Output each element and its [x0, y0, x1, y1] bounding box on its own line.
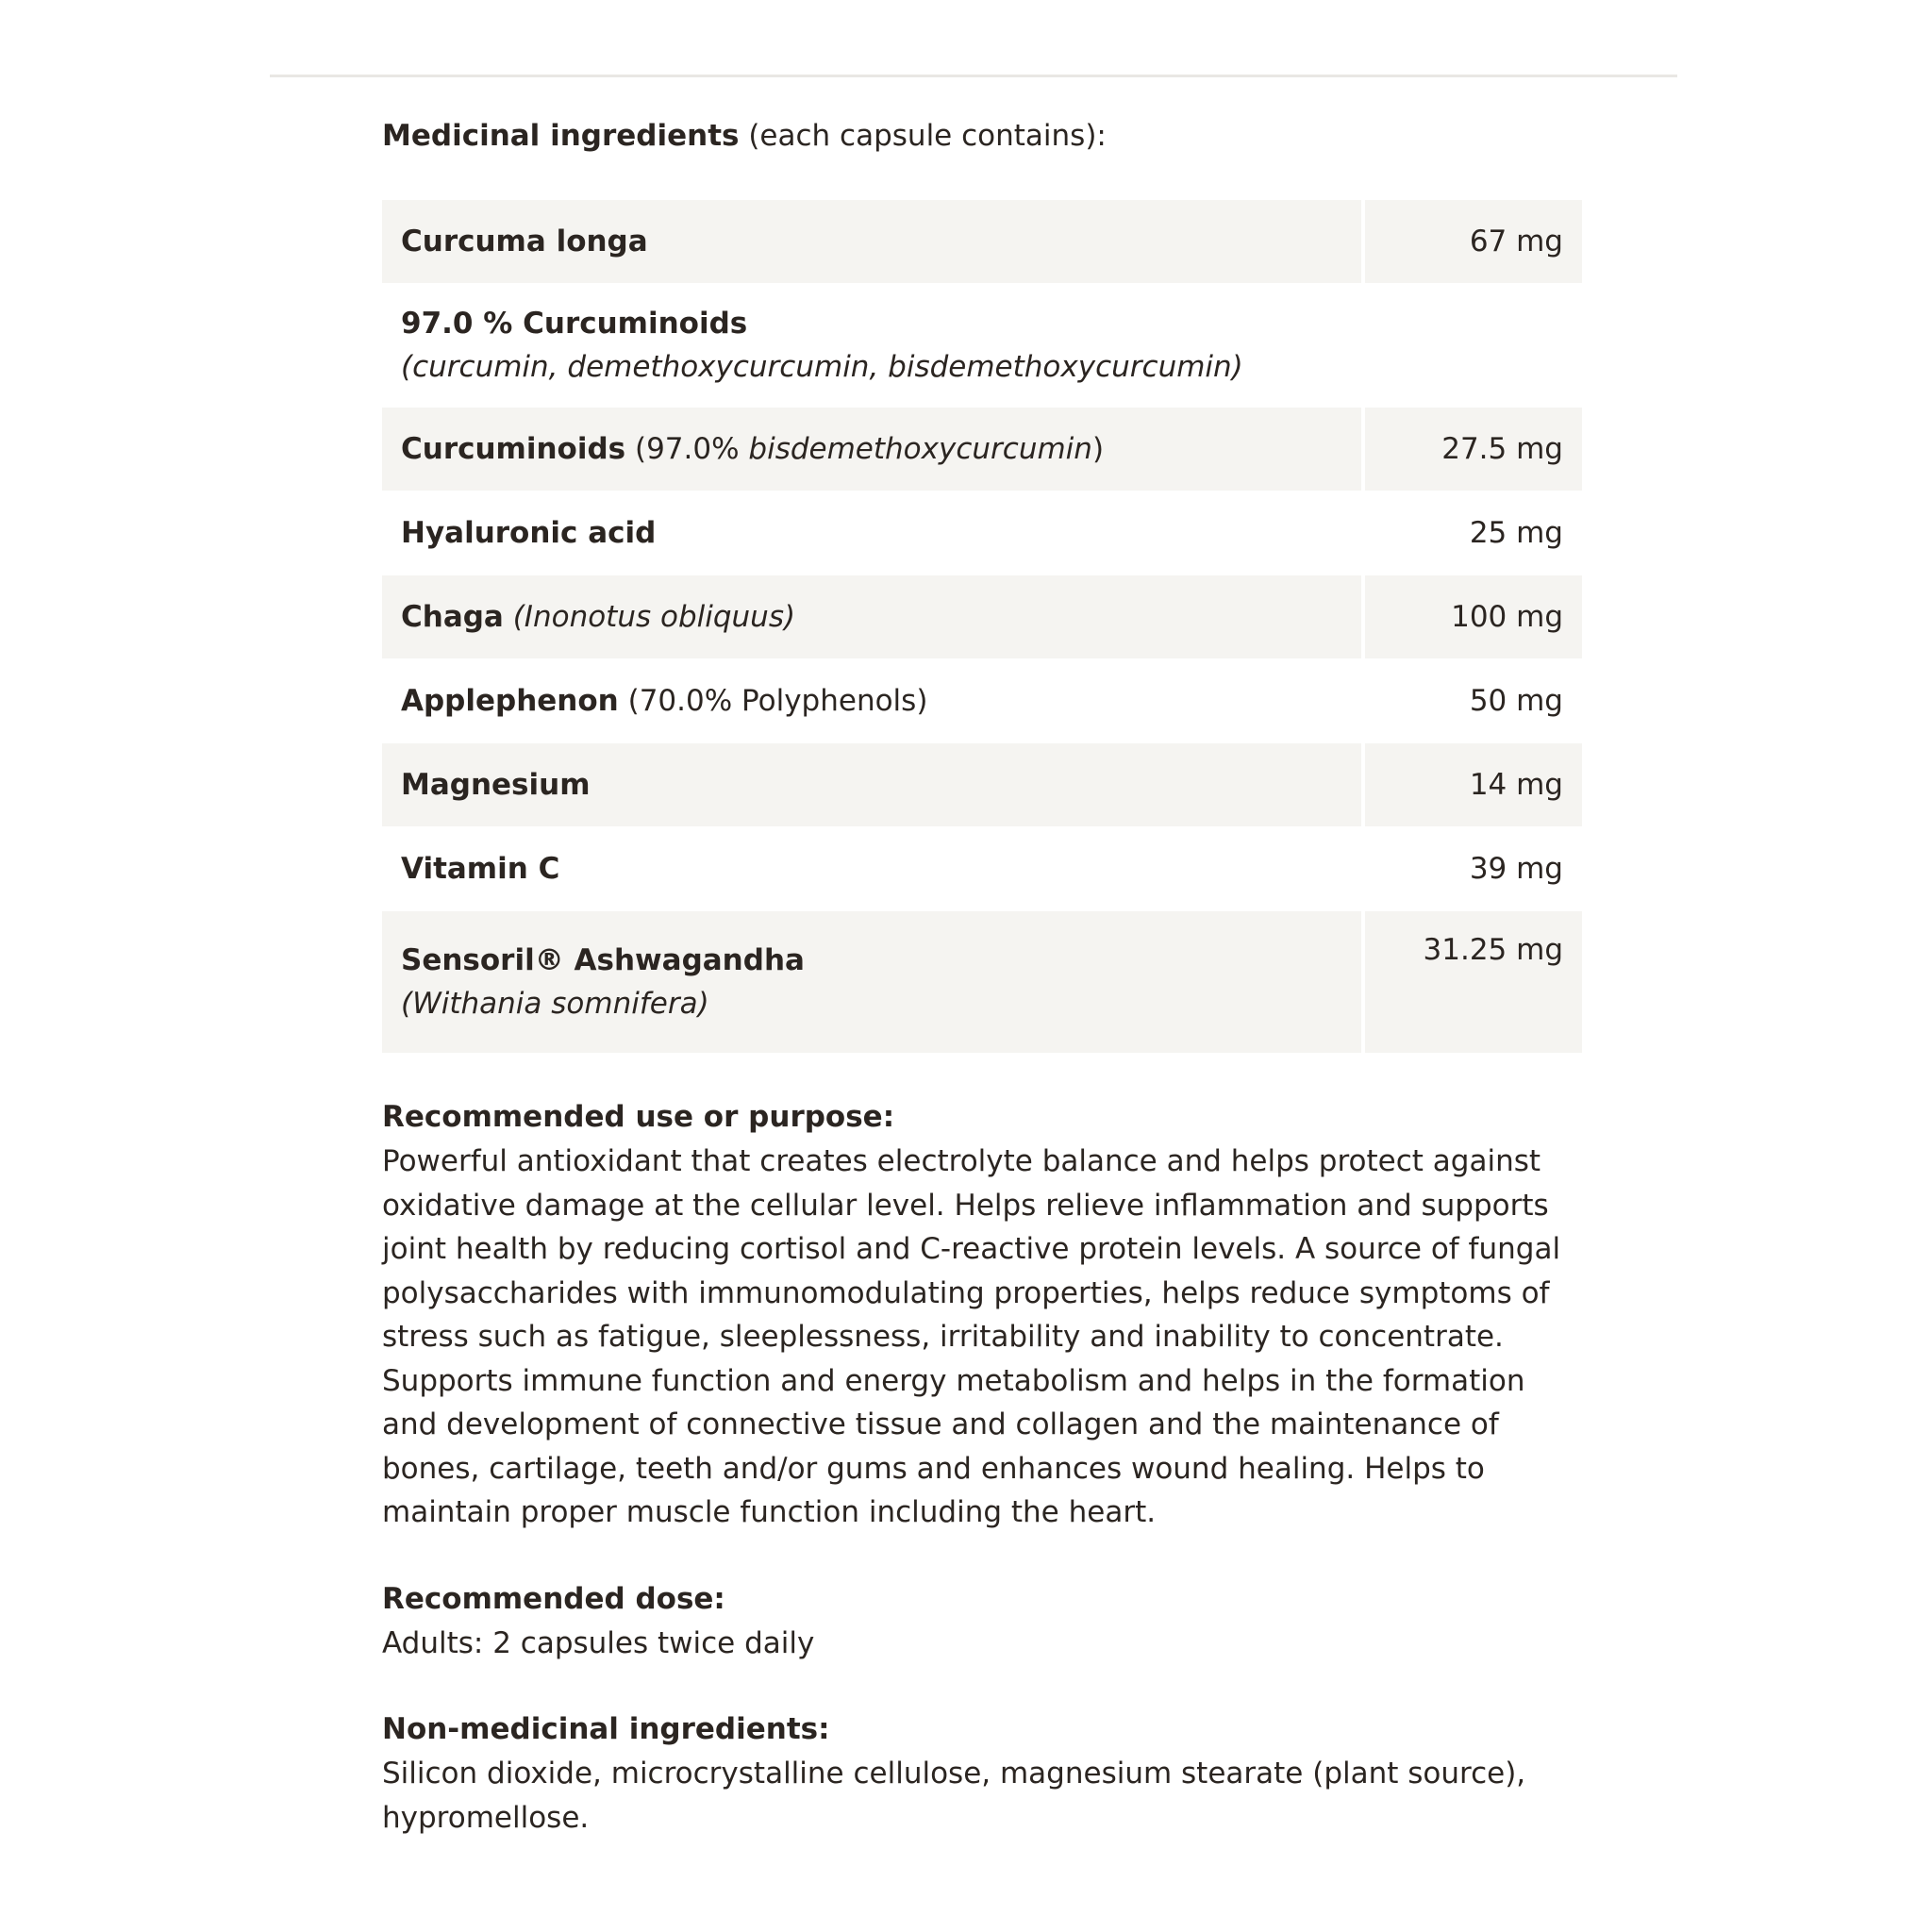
ingredient-amount: 50 mg	[1469, 684, 1563, 718]
table-row	[382, 826, 1582, 911]
ingredient-amount: 67 mg	[1365, 200, 1582, 283]
ingredient-name-cell	[382, 743, 1365, 826]
ingredient-name-cell	[382, 658, 1365, 743]
medicinal-ingredients-heading	[382, 113, 1582, 158]
non-medicinal-section	[382, 1707, 1582, 1840]
table-row	[382, 575, 1582, 658]
table-row	[382, 491, 1582, 575]
non-medicinal-body: Silicon dioxide, microcrystalline cellulose, magnesium stearate (plant source), hypromellose.	[382, 1757, 1526, 1835]
recommended-use-body: Powerful antioxidant that creates electrolyte balance and helps protect against oxidative damage at the cellular level. Helps relieve inflammation and supports joint health by reducing cortisol and C-reactive protein levels. A source of fungal polysaccharides with immunomodulating properties, helps reduce symptoms of stress such as fatigue, sleeplessness, irritability and inability to concentrate. Supports immune function and energy metabolism and helps in the formation and development of connective tissue and collagen and the maintenance of bones, cartilage, teeth and/or gums and enhances wound healing. Helps to maintain proper muscle function including the heart.	[382, 1144, 1561, 1529]
ingredient-amount: 39 mg	[1469, 852, 1563, 886]
ingredients-table	[382, 200, 1582, 1053]
ingredient-name-cell	[382, 408, 1365, 491]
table-row	[382, 911, 1582, 1053]
ingredient-name-cell	[382, 283, 1365, 408]
recommended-use-section	[382, 1094, 1582, 1535]
ingredient-name: Vitamin C	[401, 852, 560, 886]
ingredient-note: (97.0%	[625, 432, 749, 466]
ingredient-name: Applephenon	[401, 684, 619, 718]
recommended-dose-section	[382, 1576, 1582, 1666]
ingredient-name: Hyaluronic acid	[401, 516, 657, 550]
ingredient-name-cell	[382, 826, 1365, 911]
ingredient-note-end: )	[1091, 432, 1105, 466]
ingredient-name: Sensoril® Ashwagandha	[401, 943, 805, 977]
ingredient-amount: 25 mg	[1469, 516, 1563, 550]
table-row	[382, 658, 1582, 743]
ingredient-amount: 27.5 mg	[1365, 408, 1582, 491]
ingredient-name: Curcuma longa	[401, 225, 648, 258]
ingredient-name: 97.0 % Curcuminoids	[401, 307, 748, 341]
ingredient-name-cell	[382, 200, 1365, 283]
ingredient-name-cell	[382, 491, 1365, 575]
ingredient-amount	[1365, 283, 1582, 408]
table-row	[382, 200, 1582, 283]
ingredient-amount: 31.25 mg	[1365, 911, 1582, 1053]
non-medicinal-title: Non-medicinal ingredients:	[382, 1712, 830, 1746]
ingredient-name-cell	[382, 911, 1365, 1053]
ingredient-note: (70.0% Polyphenols)	[618, 684, 928, 718]
table-row	[382, 283, 1582, 408]
recommended-dose-title: Recommended dose:	[382, 1581, 725, 1616]
intro-rest: (each capsule contains):	[739, 119, 1107, 153]
ingredient-subtext: (Withania somnifera)	[401, 987, 709, 1021]
ingredient-subtext: (curcumin, demethoxycurcumin, bisdemethoxycurcumin)	[401, 350, 1243, 384]
ingredient-name: Curcuminoids	[401, 432, 626, 466]
ingredient-amount: 14 mg	[1365, 743, 1582, 826]
product-details	[382, 113, 1582, 1881]
ingredient-name: Chaga	[401, 600, 504, 634]
ingredient-note-italic: (Inonotus obliquus)	[503, 600, 796, 634]
top-divider	[270, 75, 1677, 77]
ingredient-name-cell	[382, 575, 1365, 658]
recommended-dose-body: Adults: 2 capsules twice daily	[382, 1625, 815, 1660]
intro-bold: Medicinal ingredients	[382, 119, 740, 153]
table-row	[382, 743, 1582, 826]
ingredient-amount: 100 mg	[1365, 575, 1582, 658]
recommended-use-title: Recommended use or purpose:	[382, 1100, 895, 1134]
table-row	[382, 408, 1582, 491]
ingredient-note-italic: bisdemethoxycurcumin	[748, 432, 1092, 466]
ingredient-name: Magnesium	[401, 768, 591, 802]
